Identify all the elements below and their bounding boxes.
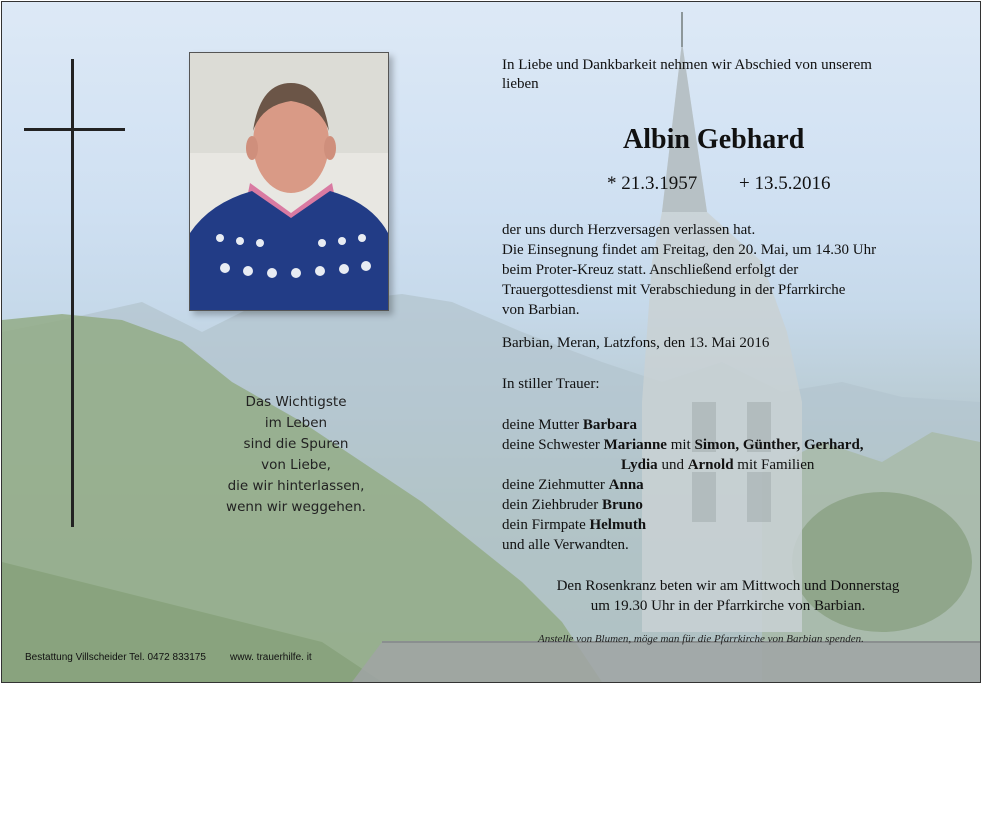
mourner-line bbox=[502, 495, 643, 515]
mourner-name: Arnold bbox=[687, 457, 734, 473]
donation-note: Anstelle von Blumen, möge man für die Pfarrkirche von Barbian spenden. bbox=[538, 633, 864, 645]
portrait-photo bbox=[189, 52, 389, 311]
mourning-heading: In stiller Trauer: bbox=[502, 376, 600, 392]
body-line: der uns durch Herzversagen verlassen hat. bbox=[502, 222, 756, 238]
mourner-line bbox=[502, 475, 644, 495]
rosary-line-1: Den Rosenkranz beten wir am Mittwoch und Donnerstag bbox=[556, 578, 900, 594]
poem-line: im Leben bbox=[264, 415, 328, 431]
mourner-name: Helmuth bbox=[589, 517, 647, 533]
mourner-prefix: deine Ziehmutter bbox=[502, 477, 609, 493]
poem-line: Das Wichtigste bbox=[245, 394, 347, 410]
deceased-name: Albin Gebhard bbox=[623, 124, 805, 155]
mourner-connector: mit bbox=[666, 437, 695, 453]
mourner-line bbox=[502, 515, 646, 535]
intro-line-2: lieben bbox=[502, 76, 539, 92]
mourner-name: Lydia bbox=[621, 457, 658, 473]
mourner-name: Barbara bbox=[582, 417, 637, 433]
mourner-connector: und bbox=[657, 457, 688, 473]
mourner-name: Bruno bbox=[601, 497, 643, 513]
body-line: Trauergottesdienst mit Verabschiedung in der Pfarrkirche bbox=[502, 282, 846, 298]
poem-line: sind die Spuren bbox=[243, 436, 349, 452]
mourner-name: Simon, Günther, Gerhard, bbox=[694, 437, 864, 453]
portrait-illustration bbox=[190, 53, 388, 310]
intro-line-1: In Liebe und Dankbarkeit nehmen wir Abschied von unserem bbox=[502, 57, 872, 73]
body-line: von Barbian. bbox=[502, 302, 580, 318]
cross-horizontal-bar bbox=[24, 128, 125, 131]
death-date: + 13.5.2016 bbox=[739, 173, 831, 194]
website-link[interactable]: www. trauerhilfe. it bbox=[230, 652, 312, 663]
mourner-prefix: deine Schwester bbox=[502, 437, 604, 453]
poem bbox=[198, 392, 394, 518]
obituary-card bbox=[1, 1, 981, 683]
body-line: Die Einsegnung findet am Freitag, den 20. Mai, um 14.30 Uhr bbox=[502, 242, 877, 258]
mourner-line bbox=[502, 435, 864, 455]
mourner-prefix: deine Mutter bbox=[502, 417, 583, 433]
place-date: Barbian, Meran, Latzfons, den 13. Mai 2016 bbox=[502, 335, 770, 351]
poem-line: von Liebe, bbox=[261, 457, 331, 473]
mourner-line bbox=[502, 415, 637, 435]
mourner-name: Marianne bbox=[603, 437, 667, 453]
poem-line: die wir hinterlassen, bbox=[227, 478, 365, 494]
mourner-line: und alle Verwandten. bbox=[502, 537, 629, 553]
undertaker-contact: Bestattung Villscheider Tel. 0472 833175 bbox=[25, 652, 206, 663]
body-line: beim Proter-Kreuz statt. Anschließend erfolgt der bbox=[502, 262, 799, 278]
mourner-name: Anna bbox=[608, 477, 644, 493]
mourner-prefix: dein Firmpate bbox=[502, 517, 590, 533]
rosary-line-2: um 19.30 Uhr in der Pfarrkirche von Barbian. bbox=[590, 598, 866, 614]
birth-date: * 21.3.1957 bbox=[607, 173, 698, 194]
mourner-line bbox=[621, 455, 814, 475]
mourner-suffix: mit Familien bbox=[733, 457, 815, 473]
poem-line: wenn wir weggehen. bbox=[226, 499, 366, 515]
mourner-prefix: dein Ziehbruder bbox=[502, 497, 602, 513]
